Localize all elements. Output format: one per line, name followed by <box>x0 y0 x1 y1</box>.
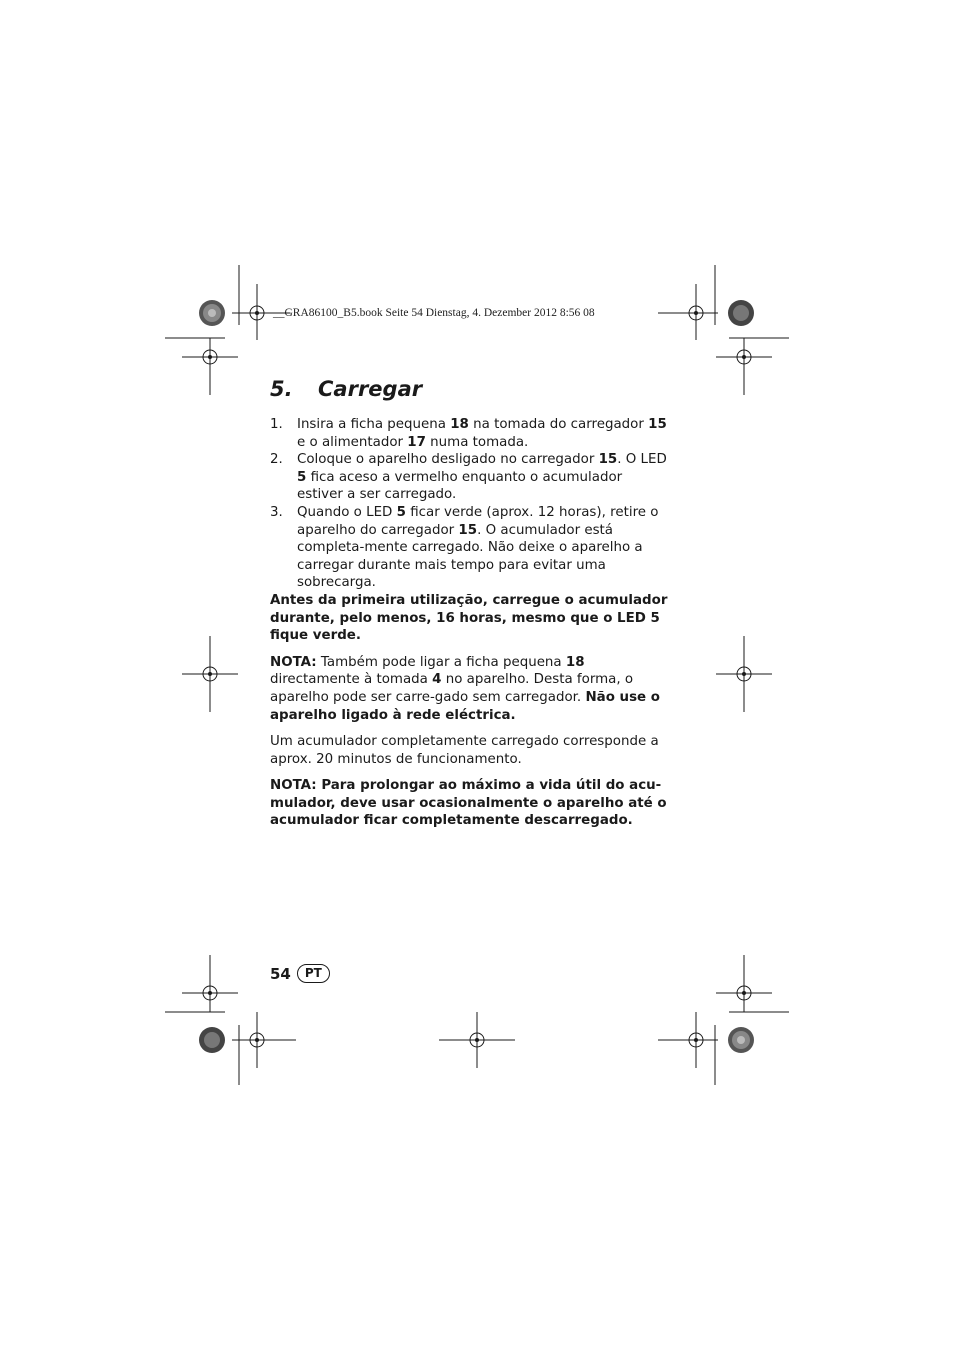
step-number: 2. <box>270 452 283 468</box>
language-badge: PT <box>297 964 330 983</box>
note-battery-life: NOTA: Para prolongar ao máximo a vida útil do acu-mulador, deve usar ocasionalmente o aparelho até o acumulador ficar completamente descarregado. <box>270 778 667 829</box>
bold-ref: 5 <box>297 469 307 485</box>
bold-ref: 18 <box>565 654 585 670</box>
text-run: numa tomada. <box>425 434 529 450</box>
bold-ref: NOTA: <box>270 654 317 670</box>
bold-ref: 17 <box>407 434 426 450</box>
text-run: directamente à tomada <box>270 672 433 688</box>
bold-ref: Não use o aparelho ligado à rede eléctrica. <box>270 689 661 723</box>
page-number: 54 <box>270 964 291 983</box>
text-run: e o alimentador <box>297 434 408 450</box>
text-run: ficar verde (aprox. 12 horas), retire o aparelho do carregador <box>297 504 659 538</box>
runtime-info: Um acumulador completamente carregado corresponde a aprox. 20 minutos de funcionamento. <box>270 734 659 767</box>
step-text <box>297 505 658 590</box>
step-text <box>297 417 667 450</box>
step-item <box>270 504 670 592</box>
charging-steps <box>270 416 670 592</box>
main-content <box>270 376 670 830</box>
section-number: 5. <box>270 377 293 401</box>
text-run: Insira a ficha pequena <box>297 417 451 432</box>
text-run: Coloque o aparelho desligado no carregador <box>297 452 599 468</box>
first-use-warning: Antes da primeira utilização, carregue o acumulador durante, pelo menos, 16 horas, mesmo que o LED 5 fique verde. <box>270 592 668 644</box>
step-number: 3. <box>270 504 283 520</box>
bold-ref: 4 <box>432 672 442 688</box>
section-heading <box>270 376 670 402</box>
print-header: __GRA86100_B5.book Seite 54 Dienstag, 4. Dezember 2012 8:56 08 <box>273 307 595 319</box>
step-item <box>270 451 670 504</box>
text-run: no aparelho. Desta forma, o aparelho pode ser carre-gado sem carregador. <box>270 672 634 705</box>
bold-ref: 15 <box>598 452 618 468</box>
note-direct-charging <box>270 654 670 724</box>
bold-ref: 5 <box>396 504 406 520</box>
step-number: 1. <box>270 417 283 432</box>
bold-ref: 18 <box>450 417 469 432</box>
step-text <box>297 452 667 502</box>
text-run: Também pode ligar a ficha pequena <box>316 654 566 670</box>
page-footer <box>270 964 330 983</box>
bold-ref: 15 <box>458 522 478 538</box>
text-run: fica aceso a vermelho enquanto o acumulador estiver a ser carregado. <box>297 469 623 503</box>
text-run: Quando o LED <box>297 504 397 520</box>
text-run: na tomada do carregador <box>468 417 649 432</box>
step-item <box>270 416 670 451</box>
bold-ref: 15 <box>648 417 667 432</box>
section-title: Carregar <box>318 377 423 401</box>
text-run: . O LED <box>617 452 667 468</box>
text-run: . O acumulador está completa-mente carregado. Não deixe o aparelho a carregar durante mais tempo para evitar uma sobrecarga. <box>297 522 643 591</box>
